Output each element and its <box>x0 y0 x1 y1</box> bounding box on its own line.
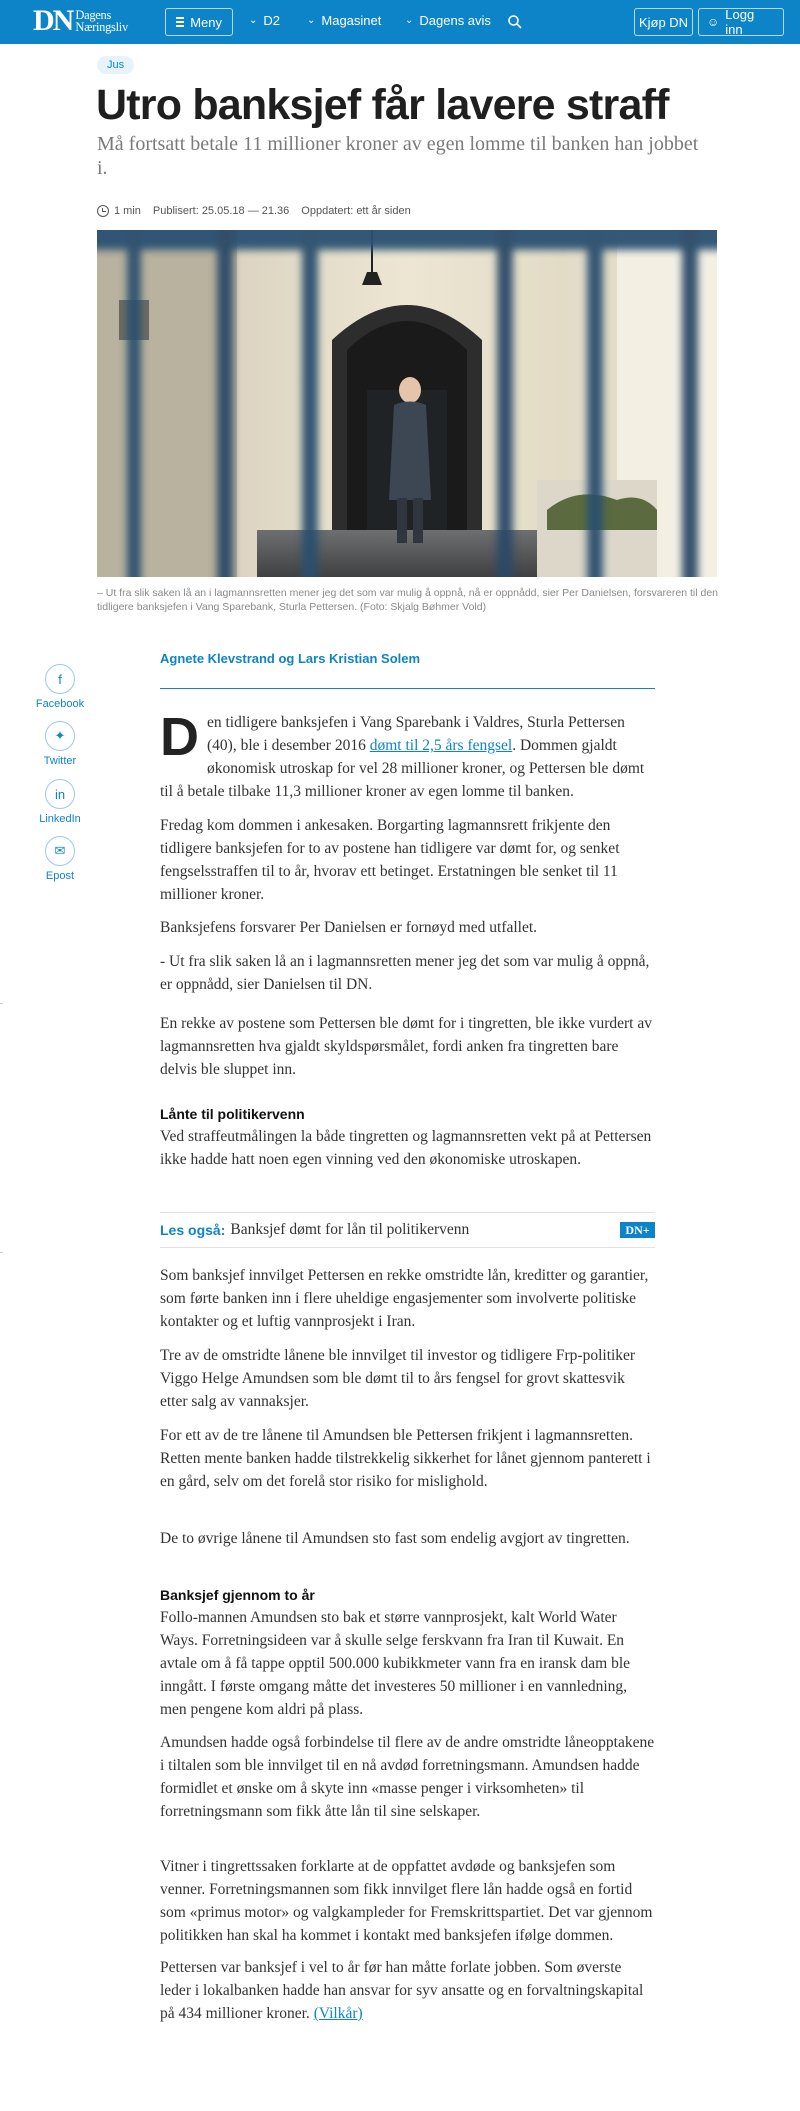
share-facebook[interactable] <box>30 664 90 710</box>
menu-button[interactable] <box>165 8 233 36</box>
dn-logo[interactable] <box>33 5 128 37</box>
buy-label: Kjøp DN <box>638 14 689 30</box>
article-lead: Må fortsatt betale 11 millioner kroner av egen lomme til banken han jobbet i. <box>97 133 699 179</box>
login-label: Logg inn <box>725 7 755 37</box>
nav-label: Dagens avis <box>419 13 491 28</box>
search-icon[interactable] <box>507 14 523 30</box>
read-also-label: Les også: <box>160 1222 226 1238</box>
share-linkedin[interactable] <box>30 779 90 825</box>
paragraph: De to øvrige lånene til Amundsen sto fast som endelig avgjort av tingretten. <box>160 1530 630 1547</box>
paragraph: For ett av de tre lånene til Amundsen ble Pettersen frikjent i lagmannsretten. Retten mente banken hadde tilstrekkelig sikkerhet for lånet gjennom panterett i en gård, selv om det forelå stor risiko for mislighold. <box>160 1427 651 1490</box>
read-time: 1 min <box>114 205 141 217</box>
read-also-text: Banksjef dømt for lån til politikervenn <box>230 1221 470 1238</box>
paragraph: Vitner i tingrettssaken forklarte at de oppfattet avdøde og banksjefen som venner. Forretningsmannen som fikk innvilget flere lån hadde også en fortid som «primus motor» og valgkampleder for Fremskrittspartiet. Det var gjennom politikken han skal ha kommet i kontakt med banksjefen ifølge dommen. <box>160 1858 653 1944</box>
published-time: Publisert: 25.05.18 — 21.36 <box>152 205 290 217</box>
subheading: Banksjef gjennom to år <box>160 1587 315 1603</box>
divider <box>0 1003 3 1004</box>
dn-plus-badge: DN+ <box>620 1222 655 1238</box>
drop-cap: D <box>160 707 199 767</box>
paragraph: Som banksjef innvilget Pettersen en rekke omstridte lån, kreditter og garantier, som førte banken inn i flere uheldige engasjementer som involverte politiske kontakter og et luftig vannprosjekt i Iran. <box>160 1267 649 1330</box>
article-meta <box>97 205 423 217</box>
section <box>160 1584 655 1721</box>
buy-dn-button[interactable] <box>634 8 693 36</box>
share-label: Twitter <box>43 755 77 767</box>
photo-caption: – Ut fra slik saken lå an i lagmannsretten mener jeg det som var mulig å oppnå, nå er oppnådd, sier Per Danielsen, forsvareren til den tidligere banksjefen i Vang Sparebank, Sturla Pettersen. (Foto: Skjalg Bøhmer Vold) <box>97 587 718 613</box>
top-navigation-bar <box>0 0 800 44</box>
paragraph: - Ut fra slik saken lå an i lagmannsretten mener jeg det som var mulig å oppnå, er oppnådd, sier Danielsen til DN. <box>160 953 650 993</box>
login-button[interactable] <box>698 8 784 36</box>
nav-label: D2 <box>263 13 281 28</box>
paragraph <box>160 1956 655 2025</box>
facebook-icon: f <box>45 664 75 694</box>
article-title: Utro banksjef får lavere straff <box>96 81 669 129</box>
linkedin-icon: in <box>45 779 75 809</box>
paragraph: Follo-mannen Amundsen sto bak et større vannprosjekt, kalt World Water Ways. Forretningsideen var å skulle selge ferskvann fra Iran til Kuwait. En avtale om å få tappe opptil 500.000 kubikkmeter vann fra en iransk dam ble inngått. I første omgang måtte det investeres 50 millioner i en vannledning, men pengene kom aldri på plass. <box>160 1609 631 1718</box>
chevron-down-icon: ⌄ <box>307 15 316 26</box>
chevron-down-icon: ⌄ <box>405 15 414 26</box>
byline[interactable]: Agnete Klevstrand og Lars Kristian Solem <box>160 651 421 666</box>
paragraph: En rekke av postene som Pettersen ble dømt for i tingretten, ble ikke vurdert av lagmannsretten hva gjaldt skyldspørsmålet, fordi anken fra tingretten bare delvis ble sluppet inn. <box>160 1015 652 1078</box>
clock-icon <box>97 205 109 217</box>
share-label: Facebook <box>35 698 85 710</box>
paragraph-text: Pettersen var banksjef i vel to år før han måtte forlate jobben. Som øverste leder i lokalbanken hadde han ansvar for syv ansatte og en forvaltningskapital på 434 millioner kroner. <box>160 1959 644 2022</box>
paragraph: Fredag kom dommen i ankesaken. Borgarting lagmannsrett frikjente den tidligere banksjefen for to av postene han tidligere var dømt for, og senket fengselsstraffen til to år, hvorav ett betinget. Erstatningen ble senket til 11 millioner kroner. <box>160 817 620 903</box>
logo-line-1: Dagens <box>75 8 112 22</box>
paragraph: Ved straffeutmålingen la både tingretten og lagmannsretten vekt på at Pettersen ikke hadde hatt noen egen vinning ved den økonomiske utroskapen. <box>160 1128 652 1168</box>
share-label: LinkedIn <box>39 813 81 825</box>
paragraph <box>160 707 655 803</box>
subheading: Lånte til politikervenn <box>160 1106 305 1122</box>
menu-label: Meny <box>190 14 222 30</box>
logo-mark: DN <box>33 4 73 37</box>
logo-wordmark <box>75 9 128 33</box>
nav-label: Magasinet <box>321 13 382 28</box>
updated-time: Oppdatert: ett år siden <box>301 205 411 217</box>
paragraph-text: . Dommen gjaldt økonomisk utroskap for vel 28 millioner kroner, og Pettersen ble dømt til å betale tilbake 11,3 millioner kroner av egen lomme til banken. <box>160 737 645 800</box>
article-link[interactable]: dømt til 2,5 års fengsel <box>369 737 513 754</box>
divider <box>160 688 655 689</box>
hamburger-icon <box>176 17 184 27</box>
category-tag[interactable]: Jus <box>97 56 134 74</box>
read-also-link[interactable] <box>160 1212 655 1248</box>
twitter-icon: ✦ <box>45 721 75 751</box>
email-icon: ✉ <box>45 836 75 866</box>
user-icon: ☺ <box>707 15 720 29</box>
section <box>160 1103 655 1171</box>
hero-photo[interactable] <box>97 230 717 577</box>
paragraph-text: en tidligere banksjefen i Vang Sparebank i Valdres, Sturla Pettersen (40), ble i desember 2016 <box>207 714 625 754</box>
paragraph: Banksjefens forsvarer Per Danielsen er fornøyd med utfallet. <box>160 919 538 936</box>
logo-line-2: Næringsliv <box>75 20 128 34</box>
terms-link[interactable]: (Vilkår) <box>313 2005 363 2022</box>
paragraph: Amundsen hadde også forbindelse til flere av de andre omstridte låneopptakene i tiltalen som ble innvilget til en nå avdød forretningsmann. Amundsen hadde formidlet et ønske om å skyte inn «masse penger i virksomheten» til forretningsmann som fikk åtte lån til sine selskaper. <box>160 1734 655 1820</box>
paragraph: Tre av de omstridte lånene ble innvilget til investor og tidligere Frp-politiker Viggo Helge Amundsen som ble dømt til to års fengsel for grovt skattesvik etter salg av vannaksjer. <box>160 1347 636 1410</box>
share-label: Epost <box>45 870 75 882</box>
share-twitter[interactable] <box>30 721 90 767</box>
nav-item-magasinet[interactable] <box>307 13 381 28</box>
nav-item-dagens-avis[interactable] <box>405 13 491 28</box>
share-email[interactable] <box>30 836 90 882</box>
divider <box>0 1252 3 1253</box>
nav-item-d2[interactable] <box>249 13 280 28</box>
chevron-down-icon: ⌄ <box>249 15 258 26</box>
